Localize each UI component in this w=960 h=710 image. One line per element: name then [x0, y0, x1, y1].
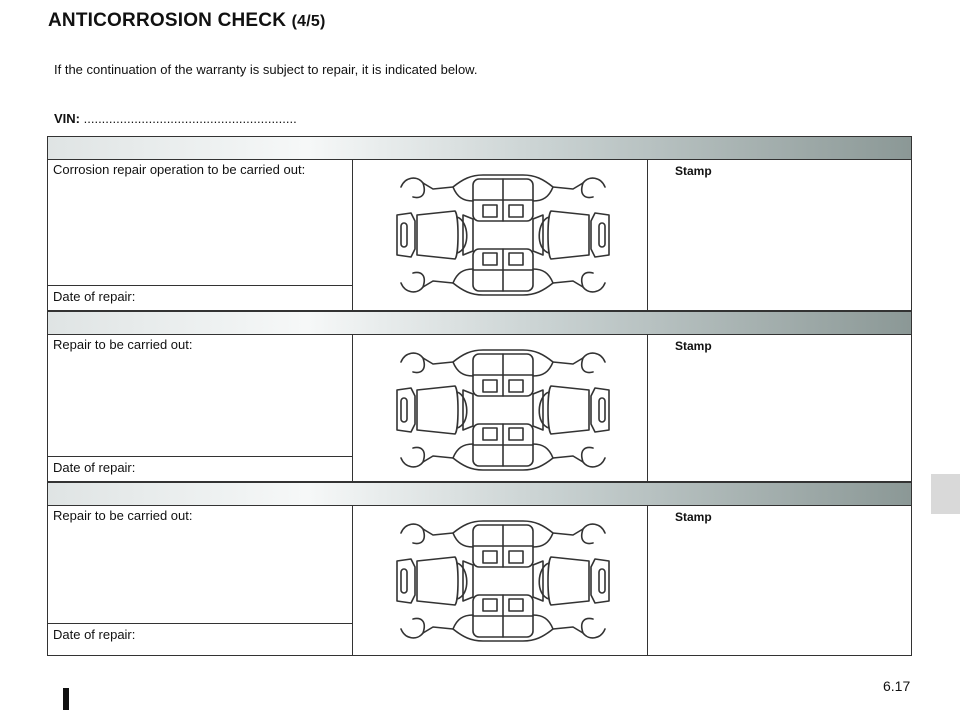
repair-block-1	[47, 136, 912, 311]
chapter-tab	[931, 474, 960, 514]
page-part: (4/5)	[291, 13, 326, 30]
vin-dots: ...........................................................	[83, 111, 297, 126]
repair-label: Repair to be carried out:	[53, 508, 193, 523]
car-body-diagram	[393, 340, 613, 480]
car-diagram-cell	[353, 334, 648, 482]
page-title	[48, 10, 326, 32]
stamp-label: Stamp	[675, 164, 712, 178]
date-label: Date of repair:	[53, 289, 136, 304]
corner-mark	[63, 688, 69, 710]
car-diagram-cell	[353, 505, 648, 656]
vin-line	[54, 111, 297, 126]
date-cell	[48, 456, 353, 481]
car-diagram-cell	[353, 159, 648, 311]
date-label: Date of repair:	[53, 627, 136, 642]
repair-block-3	[47, 482, 912, 656]
vin-label: VIN:	[54, 111, 80, 126]
date-cell	[48, 285, 353, 310]
repair-cell	[48, 505, 353, 624]
page-title-text: ANTICORROSION CHECK	[48, 10, 287, 31]
stamp-label: Stamp	[675, 510, 712, 524]
repair-label: Repair to be carried out:	[53, 337, 193, 352]
date-cell	[48, 623, 353, 655]
repair-cell	[48, 334, 353, 458]
block-header-band	[48, 312, 911, 335]
intro-text: If the continuation of the warranty is subject to repair, it is indicated below.	[54, 62, 478, 77]
block-header-band	[48, 137, 911, 160]
car-body-diagram	[393, 165, 613, 305]
block-header-band	[48, 483, 911, 506]
repair-cell	[48, 159, 353, 287]
car-body-diagram	[393, 511, 613, 651]
repair-label: Corrosion repair operation to be carried out:	[53, 162, 306, 177]
page-number: 6.17	[883, 678, 911, 694]
repair-block-2	[47, 311, 912, 482]
date-label: Date of repair:	[53, 460, 136, 475]
stamp-label: Stamp	[675, 339, 712, 353]
